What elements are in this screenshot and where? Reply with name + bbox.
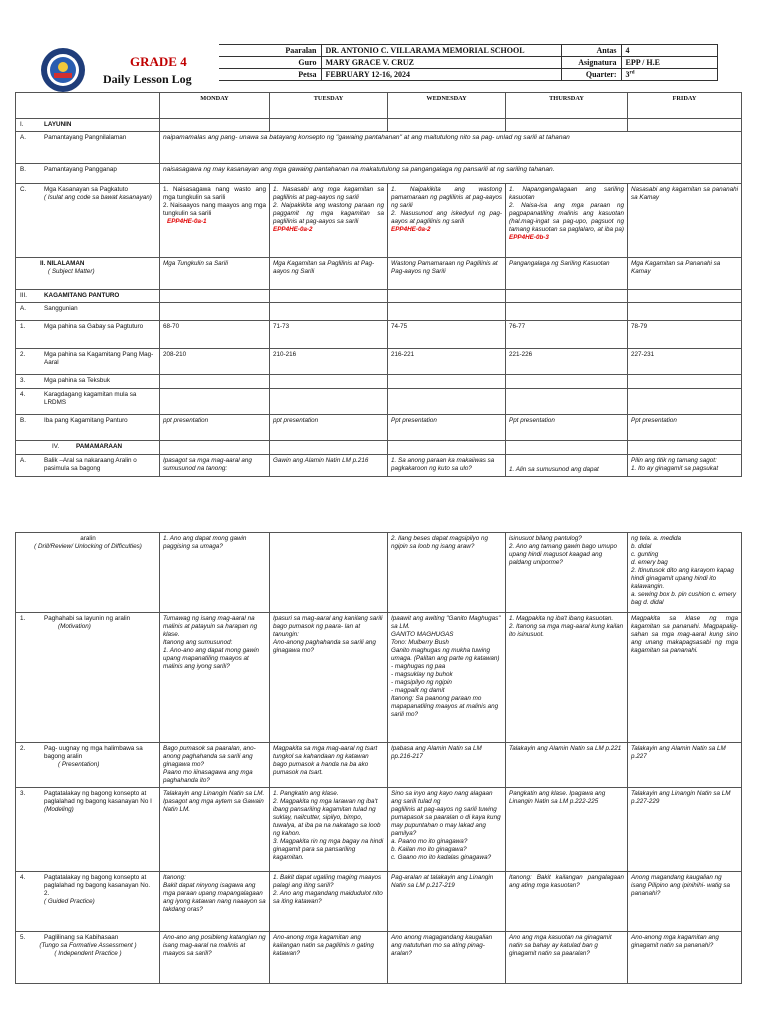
day-thursday: THURSDAY — [506, 93, 628, 119]
pangganap-text: naisasagawa ng may kasanayan ang mga gawaing pantahanan na makatutulong sa pangangalaga ng pansarili at ng sariling tahanan. — [160, 164, 742, 184]
gabay-label: Mga pahina sa Gabay sa Pagtuturo — [44, 323, 144, 330]
pag-uugnay-wed: Ipabasa ang Alamin Natin sa LM pp.216-217 — [388, 743, 506, 788]
page-2 — [0, 522, 768, 1024]
paglinang-mon: Ano-ano ang posibleng katangian ng isang mag-aaral na malinis at maayos sa sarili? — [160, 932, 270, 984]
iba-label: Iba pang Kagamitang Panturo — [44, 417, 128, 424]
pagtatalakay-1-row: 3. Pagtatalakay ng bagong konsepto at paglalahad ng bagong kasanayan No I (Modeling) Talakayin ang Linangin Natin sa LM. Ipasagot ang mga aytem sa Gawain Natin LM. 1. Pangkatin ang klase. 2. Magpakita ng mga larawan ng iba't ibang pansariling kagamitan tulad ng suklay, nailcutter, sipilyo, bimpo, tuwalya, at iba pa na nakatago sa loob ng kahon. 3. Magpakita rin ng mga bagay na hindi ginagamit para sa pansariling kagamitan. Sino sa inyo ang kayo nang alagaan ang sarili tulad ng paglilinis at pag-aayos ng sarili tuwing pumapasok sa paaralan o di kaya kung may pupuntahan o may lakad ang pamilya? a. Paano mo ito ginagawa? b. Kailan mo ito ginagawa? c. Gaano mo ito kadalas ginagawa? Pangkatin ang klase. Ipagawa ang Linangin Natin sa LM p.222-225 Talakayin ang Linangin Natin sa LM p.227-229 — [16, 788, 742, 872]
kasanayan-fri: Nasasabi ang kagamitan sa pananahi sa Kamay — [628, 184, 742, 258]
paghahabi-wed: Ipaawit ang awiting "Ganito Maghugas" sa LM. GANITO MAGHUGAS Tono: Mulberry Bush Ganito maghugas ng mukha tuwing umaga. (Palitan ang parte ng katawan) - maghugas ng paa - magsuklay ng buhok - magsipilyo ng ngipin - magpalit ng damit Itanong: Sa paanong paraan mo mapapanatiling maayos at malinis ang sarili mo? — [388, 613, 506, 743]
pag-uugnay-label: Pag- uugnay ng mga halimbawa sa bagong aralin — [44, 745, 143, 760]
kasanayan-label: Mga Kasanayan sa Pagkatuto — [44, 186, 129, 193]
petsa-value: FEBRUARY 12-16, 2024 — [321, 69, 561, 81]
nilalaman-thu: Pangangalaga ng Sariling Kasuotan — [506, 258, 628, 290]
pag-uugnay-row: 2. Pag- uugnay ng mga halimbawa sa bagong aralin ( Presentation) Bago pumasok sa paaralan, ano-anong paghahanda sa sarili ang ginagawa mo? Paano mo iiinasagawa ang mga paghahanda ito? Magpakita sa mga mag-aaral ng tsart tungkol sa kahandaan ng katawan bago pumasok a handa na ba ako pumasok na tsart. Ipabasa ang Alamin Natin sa LM pp.216-217 Talakayin ang Alamin Natin sa LM p.221 Talakayin ang Alamin Natin sa LM p.227 — [16, 743, 742, 788]
paglinang-tue: Ano-anong mga kagamitan ang kailangan natin sa paglilinis n gating katawan? — [270, 932, 388, 984]
pagtatalakay-1-tue: 1. Pangkatin ang klase. 2. Magpakita ng mga larawan ng iba't ibang pansariling kagamitan tulad ng suklay, nailcutter, sipilyo, bimpo, tuwalya, at iba pa na nakatago sa loob ng kahon. 3. Magpakita rin ng mga bagay na hindi ginagamit para sa pansariling kagamitan. — [270, 788, 388, 872]
kagamitan-row: III. KAGAMITANG PANTURO — [16, 290, 742, 303]
pangnilalaman-row: A. Pamantayang Pangnilalaman naipamamalas ang pang- unawa sa batayang konsepto ng "gawaing pantahanan" at ang maitutulong nito sa pag- unlad ng sarili at tahanan — [16, 132, 742, 164]
pagtatalakay-2-tue: 1. Bakit dapat ugaliing maging maayos palagi ang iting sarili? 2. Ano ang magandang maidudulot nito sa iting katawan? — [270, 872, 388, 932]
teksbuk-label: Mga pahina sa Teksbuk — [44, 377, 111, 384]
aralin-tue — [270, 533, 388, 613]
iba-thu: Ppt presentation — [506, 415, 628, 441]
asignatura-value: EPP / H.E — [621, 57, 717, 69]
paghahabi-row: 1. Paghahabi sa layunin ng aralin (Motivation) Tumawag ng isang mag-aaral na malinis at patayuin sa harapan ng klase. Itanong ang sumusunod: 1. Ano-ano ang dapat mong gawin upang mapanatiling maayos at malinis ang iyong sarili? Ipasuri sa mag-aaral ang kanilang sarili bago pumasok ng paara- lan at tanungin: Ano-anong paghahanda sa sarili ang ginagawa mo? Ipaawit ang awiting "Ganito Maghugas" sa LM. GANITO MAGHUGAS Tono: Mulberry Bush Ganito maghugas ng mukha tuwing umaga. (Palitan ang parte ng katawan) - maghugas ng paa - magsuklay ng buhok - magsipilyo ng ngipin - magpalit ng damit Itanong: Sa paanong paraan mo mapapanatiling maayos at malinis ang sarili mo? 1. Magpakita ng iba't ibang kasuotan. 2. Itanong sa mga mag-aaral kung kailan ito isinusuot. Magpakita sa klase ng mga kagamitan sa pananahi. Magpapalig- sahan sa mga mag-aaral kung sino ang unang makapagsasabi ng mga kagamitan sa pananahi. — [16, 613, 742, 743]
kasanayan-wed: 1. Naipakikita ang wastong pamamaraan ng paglilinis at pag-aayos ng sarili 2. Nasusunod ang iskedyul ng pag-aayos at paglilinis ng sarili EPP4HE-0a-2 — [388, 184, 506, 258]
paghahabi-tue: Ipasuri sa mag-aaral ang kanilang sarili bago pumasok ng paara- lan at tanungin: Ano-anong paghahanda sa sarili ang ginagawa mo? — [270, 613, 388, 743]
pag-uugnay-mon: Bago pumasok sa paaralan, ano-anong paghahanda sa sarili ang ginagawa mo? Paano mo iiinasagawa ang mga paghahanda ito? — [160, 743, 270, 788]
pangganap-label: Pamantayang Pangganap — [44, 166, 117, 173]
nilalaman-label: II. NILALAMAN — [40, 260, 85, 267]
paglinang-thu: Ano ang mga kasuotan na ginagamit natin sa bahay ay katulad ban g ginagamit natin sa paaralan? — [506, 932, 628, 984]
balik-mon: Ipasagot sa mga mag-aaral ang sumusunod na tanong: — [160, 455, 270, 477]
aralin-label: aralin — [80, 535, 96, 542]
paghahabi-mon: Tumawag ng isang mag-aaral na malinis at patayuin sa harapan ng klase. Itanong ang sumusunod: 1. Ano-ano ang dapat mong gawin upang mapanatiling maayos at malinis ang iyong sarili? — [160, 613, 270, 743]
paglinang-label: Paglilinang sa Kabihasaan — [44, 934, 119, 941]
kasanayan-mon-code: EPP4HE-0a-1 — [167, 218, 207, 225]
kasanayan-mon: 1. Naisasagawa nang wasto ang mga tungkulin sa sarili 2. Naisaayos nang maayos ang mga tungkulin sa sarili EPP4HE-0a-1 — [160, 184, 270, 258]
balik-label: Balik –Aral sa nakaraang Aralin o pasimula sa bagong — [44, 457, 137, 472]
karagdagang-label: Karagdagang kagamitan mula sa LRDMS — [44, 391, 137, 406]
paaralan-value: DR. ANTONIO C. VILLARAMA MEMORIAL SCHOOL — [321, 45, 561, 57]
pag-uugnay-fri: Talakayin ang Alamin Natin sa LM p.227 — [628, 743, 742, 788]
magaaral-mon: 208-210 — [160, 349, 270, 375]
balik-tue: Gawin ang Alamin Natin LM p.216 — [270, 455, 388, 477]
quarter-label: Quarter: — [561, 69, 621, 81]
teksbuk-row: 3. Mga pahina sa Teksbuk — [16, 375, 742, 389]
sanggunian-row: A. Sanggunian — [16, 303, 742, 321]
iba-fri: Ppt presentation — [628, 415, 742, 441]
nilalaman-mon: Mga Tungkulin sa Sarili — [160, 258, 270, 290]
pagtatalakay-1-fri: Talakayin ang Linangin Natin sa LM p.227-229 — [628, 788, 742, 872]
gabay-fri: 78-79 — [628, 321, 742, 349]
magaaral-fri: 227-231 — [628, 349, 742, 375]
guro-label: Guro — [219, 57, 321, 69]
pagtatalakay-1-label: Pagtatalakay ng bagong konsepto at paglalahad ng bagong kasanayan No I — [44, 790, 152, 805]
day-wednesday: WEDNESDAY — [388, 93, 506, 119]
aralin-thu: isinusuot bilang pantulog? 2. Ano ang tamang gawin bago umupo upang hindi magusot kaagad ang paldang uniporme? — [506, 533, 628, 613]
antas-value: 4 — [621, 45, 717, 57]
pagtatalakay-1-mon: Talakayin ang Linangin Natin sa LM. Ipasagot ang mga aytem sa Gawain Natin LM. — [160, 788, 270, 872]
kasanayan-tue: 1. Nasasabi ang mga kagamitan sa paglilinis at pag-aayos ng sarili 2. Naipakikita ang wastong paraan ng paggamit ng mga kagamitan sa paglilinis at pag-aayos sa sarili EPP4HE-0a-2 — [270, 184, 388, 258]
deped-seal-icon — [40, 47, 86, 93]
nilalaman-sub: ( Subject Matter) — [48, 268, 95, 275]
paghahabi-label: Paghahabi sa layunin ng aralin — [44, 615, 131, 622]
magaaral-thu: 221-226 — [506, 349, 628, 375]
petsa-label: Petsa — [219, 69, 321, 81]
iba-wed: Ppt presentation — [388, 415, 506, 441]
pangnilalaman-text: naipamamalas ang pang- unawa sa batayang konsepto ng "gawaing pantahanan" at ang maitutulong nito sa pag- unlad ng sarili at tahanan — [160, 132, 742, 164]
nilalaman-wed: Wastong Pamamaraan ng Paglilinis at Pag-aayos ng Sarili — [388, 258, 506, 290]
paghahabi-fri: Magpakita sa klase ng mga kagamitan sa pananahi. Magpapalig- sahan sa mga mag-aaral kung sino ang unang makapagsasabi ng mga kagamitan sa pananahi. — [628, 613, 742, 743]
paglinang-fri: Ano-anong mga kagamitan ang ginagamit natin sa pananahi? — [628, 932, 742, 984]
paghahabi-sub: (Motivation) — [58, 623, 91, 630]
nilalaman-fri: Mga Kagamitan sa Pananahi sa Kamay — [628, 258, 742, 290]
gabay-tue: 71-73 — [270, 321, 388, 349]
pagtatalakay-2-label: Pagtatalakay ng bagong konsepto at paglalahad ng bagong kasanayan No. 2. — [44, 874, 151, 897]
kasanayan-thu-code: EPP4HE-0b-3 — [509, 234, 549, 241]
quarter-value: 3rd — [621, 69, 717, 81]
page-gap — [0, 492, 768, 522]
daily-lesson-log-title: Daily Lesson Log — [103, 72, 192, 86]
magaaral-label: Mga pahina sa Kagamitang Pang Mag-Aaral — [44, 351, 154, 366]
pagtatalakay-2-mon: Itanong: Bakit dapat ninyong isagawa ang mga paraan upang mapangalagaan ang iyong katawan nang naaayon sa takdang oras? — [160, 872, 270, 932]
iba-tue: ppt presentation — [270, 415, 388, 441]
pangganap-row: B. Pamantayang Pangganap naisasagawa ng may kasanayan ang mga gawaing pantahanan na makatutulong sa pangangalaga ng pansarili at ng sariling tahanan. — [16, 164, 742, 184]
aralin-sub: ( Drill/Review/ Unlocking of Difficulties) — [34, 543, 142, 550]
paaralan-label: Paaralan — [219, 45, 321, 57]
magaaral-tue: 210-216 — [270, 349, 388, 375]
balik-thu: 1. Alin sa sumusunod ang dapat — [506, 455, 628, 477]
layunin-label: LAYUNIN — [44, 121, 72, 128]
gabay-thu: 76-77 — [506, 321, 628, 349]
days-header-row — [16, 93, 742, 119]
day-friday: FRIDAY — [628, 93, 742, 119]
balik-row: A. Balik –Aral sa nakaraang Aralin o pasimula sa bagong Ipasagot sa mga mag-aaral ang sumusunod na tanong: Gawin ang Alamin Natin LM p.216 1. Sa anong paraan ka makaiiwas sa pagkakaroon ng kuto sa ulo? 1. Alin sa sumusunod ang dapat Pilin ang titik ng tamang sagot: 1. Ito ay ginagamit sa pagsukat — [16, 455, 742, 477]
pagtatalakay-2-sub: ( Guided Practice) — [44, 898, 95, 905]
pagtatalakay-2-row: 4. Pagtatalakay ng bagong konsepto at paglalahad ng bagong kasanayan No. 2. ( Guided Practice) Itanong: Bakit dapat ninyong isagawa ang mga paraan upang mapangalagaan ang iyong katawan nang naaayon sa takdang oras? 1. Bakit dapat ugaliing maging maayos palagi ang iting sarili? 2. Ano ang magandang maidudulot nito sa iting katawan? Pag-aralan at talakayin ang Linangin Natin sa LM p.217-219 Itanong: Bakit kailangan pangalagaan ang ating mga kasuotan? Anong magandang kaugalian ng isang Pilipino ang ipinihihi- watig sa pananahi? — [16, 872, 742, 932]
layunin-row: I. LAYUNIN — [16, 119, 742, 132]
kasanayan-thu: 1. Napangangalagaan ang sariling kasuotan 2. Naisa-isa ang mga paraan ng pagpapanatiling malinis ang kasuotan (hal.mag-ingat sa pag-upo, pagsuot ng tamang kasuotan sa paglalaro, at iba pa) EPP4HE-0b-3 — [506, 184, 628, 258]
aralin-wed: 2. Ilang beses dapat magsipilyo ng ngipin sa loob ng isang araw? — [388, 533, 506, 613]
antas-label: Antas — [561, 45, 621, 57]
pagtatalakay-2-fri: Anong magandang kaugalian ng isang Pilipino ang ipinihihi- watig sa pananahi? — [628, 872, 742, 932]
paglinang-row: 5. Paglilinang sa Kabihasaan (Tungo sa Formative Assessment ) ( Independent Practice ) Ano-ano ang posibleng katangian ng isang mag-aaral na malinis at maayos sa sarili? Ano-anong mga kagamitan ang kailangan natin sa paglilinis n gating katawan? Ano anong magagandang kaugalian ang natutuhan mo sa ating pinag-aralan? Ano ang mga kasuotan na ginagamit natin sa bahay ay katulad ban g ginagamit natin sa paaralan? Ano-anong mga kagamitan ang ginagamit natin sa pananahi? — [16, 932, 742, 984]
sanggunian-label: Sanggunian — [44, 305, 78, 312]
lesson-table-page-1 — [15, 92, 742, 477]
aralin-fri: ng tela. a. medida b. didal c. gunting d. emery bag 2. Itinutusok dito ang karayom kapag hindi ginagamit upang hindi ito kalawangin. a. sewing box b. pin cushion c. emery bag d. didal — [628, 533, 742, 613]
lesson-table-page-2 — [15, 532, 742, 984]
kasanayan-tue-code: EPP4HE-0a-2 — [273, 226, 313, 233]
kasanayan-wed-code: EPP4HE-0a-2 — [391, 226, 431, 233]
paghahabi-thu: 1. Magpakita ng iba't ibang kasuotan. 2. Itanong sa mga mag-aaral kung kailan ito isinusuot. — [506, 613, 628, 743]
pagtatalakay-1-wed: Sino sa inyo ang kayo nang alagaan ang sarili tulad ng paglilinis at pag-aayos ng sarili tuwing pumapasok sa paaralan o di kaya kung may pupuntahan o may lakad ang pamilya? a. Paano mo ito ginagawa? b. Kailan mo ito ginagawa? c. Gaano mo ito kadalas ginagawa? — [388, 788, 506, 872]
pagtatalakay-1-thu: Pangkatin ang klase. Ipagawa ang Linangin Natin sa LM p.222-225 — [506, 788, 628, 872]
aralin-row — [16, 533, 742, 613]
pag-uugnay-tue: Magpakita sa mga mag-aaral ng tsart tungkol sa kahandaan ng katawan bago pumasok a handa na ba ako pumasok na tsart. — [270, 743, 388, 788]
nilalaman-tue: Mga Kagamitan sa Paglilinis at Pag-aayos ng Sarili — [270, 258, 388, 290]
aralin-mon: 1. Ano ang dapat mong gawin paggising sa umaga? — [160, 533, 270, 613]
gabay-row: 1. Mga pahina sa Gabay sa Pagtuturo 68-70 71-73 74-75 76-77 78-79 — [16, 321, 742, 349]
magaaral-wed: 216-221 — [388, 349, 506, 375]
paglinang-sub2: ( Independent Practice ) — [54, 950, 122, 957]
nilalaman-row — [16, 258, 742, 290]
day-monday: MONDAY — [160, 93, 270, 119]
magaaral-row: 2. Mga pahina sa Kagamitang Pang Mag-Aaral 208-210 210-216 216-221 221-226 227-231 — [16, 349, 742, 375]
iba-mon: ppt presentation — [160, 415, 270, 441]
iba-row: B. Iba pang Kagamitang Panturo ppt presentation ppt presentation Ppt presentation Ppt presentation Ppt presentation — [16, 415, 742, 441]
karagdagang-row: 4. Karagdagang kagamitan mula sa LRDMS — [16, 389, 742, 415]
pagtatalakay-2-thu: Itanong: Bakit kailangan pangalagaan ang ating mga kasuotan? — [506, 872, 628, 932]
pag-uugnay-thu: Talakayin ang Alamin Natin sa LM p.221 — [506, 743, 628, 788]
grade-title: GRADE 4 — [130, 54, 187, 69]
balik-wed: 1. Sa anong paraan ka makaiiwas sa pagkakaroon ng kuto sa ulo? — [388, 455, 506, 477]
header — [15, 44, 741, 94]
page-1 — [0, 0, 768, 492]
guro-value: MARY GRACE V. CRUZ — [321, 57, 561, 69]
pamamaraan-label: PAMAMARAAN — [76, 443, 123, 450]
day-tuesday: TUESDAY — [270, 93, 388, 119]
pag-uugnay-sub: ( Presentation) — [58, 761, 100, 768]
school-info-table — [219, 44, 718, 81]
kasanayan-row: C. Mga Kasanayan sa Pagkatuto ( Isulat ang code sa bawat kasanayan) 1. Naisasagawa nang wasto ang mga tungkulin sa sarili 2. Naisaayos nang maayos ang mga tungkulin sa sarili EPP4HE-0a-1 1. Nasasabi ang mga kagamitan sa paglilinis at pag-aayos ng sarili 2. Naipakikita ang wastong paraan ng paggamit ng mga kagamitan sa paglilinis at pag-aayos sa sarili EPP4HE-0a-2 1. Naipakikita ang wastong pamamaraan ng paglilinis at pag-aayos ng sarili 2. Nasusunod ang iskedyul ng pag-aayos at paglilinis ng sarili EPP4HE-0a-2 1. Napangangalagaan ang sariling kasuotan 2. Naisa-isa ang mga paraan ng pagpapanatiling malinis ang kasuotan (hal.mag-ingat sa pag-upo, pagsuot ng tamang kasuotan sa paglalaro, at iba pa) EPP4HE-0b-3 Nasasabi ang kagamitan sa pananahi sa Kamay — [16, 184, 742, 258]
asignatura-label: Asignatura — [561, 57, 621, 69]
paglinang-sub: (Tungo sa Formative Assessment ) — [39, 942, 137, 949]
paglinang-wed: Ano anong magagandang kaugalian ang natutuhan mo sa ating pinag-aralan? — [388, 932, 506, 984]
pamamaraan-row: IV. PAMAMARAAN — [16, 441, 742, 455]
gabay-mon: 68-70 — [160, 321, 270, 349]
kagamitan-label: KAGAMITANG PANTURO — [44, 292, 120, 299]
kasanayan-sub: ( Isulat ang code sa bawat kasanayan) — [44, 194, 152, 201]
balik-fri: Pilin ang titik ng tamang sagot: 1. Ito ay ginagamit sa pagsukat — [628, 455, 742, 477]
pangnilalaman-label: Pamantayang Pangnilalaman — [44, 134, 127, 141]
pagtatalakay-1-sub: (Modeling) — [44, 806, 74, 813]
pagtatalakay-2-wed: Pag-aralan at talakayin ang Linangin Natin sa LM p.217-219 — [388, 872, 506, 932]
gabay-wed: 74-75 — [388, 321, 506, 349]
